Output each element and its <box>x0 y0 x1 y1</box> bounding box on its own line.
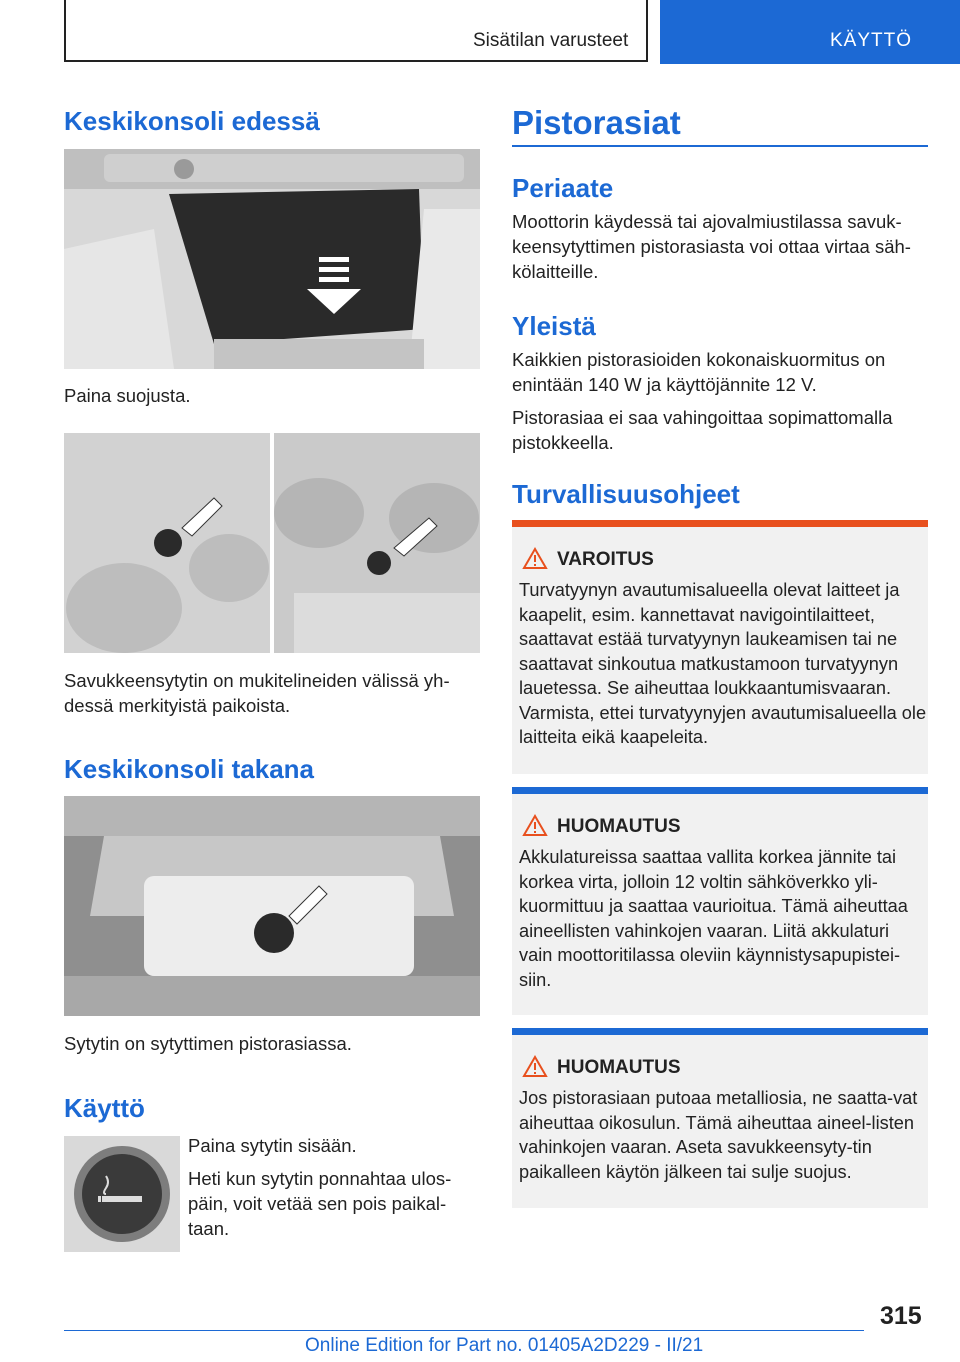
front-console-caption: Paina suojusta. <box>64 385 191 406</box>
page-number: 315 <box>880 1302 922 1330</box>
warning-notice-bar <box>512 520 928 527</box>
heading-rule <box>512 145 928 147</box>
edition-footer: Online Edition for Part no. 01405A2D229 - II/21 <box>305 1335 704 1356</box>
heading-safety: Turvallisuusohjeet <box>512 479 740 509</box>
header-chapter-tab <box>660 0 960 64</box>
caution-notice-1-title: HUOMAUTUS <box>557 816 681 837</box>
footer-rule <box>64 1330 864 1331</box>
caution-triangle-icon <box>522 814 548 837</box>
principle-text: Moottorin käydessä tai ajovalmiustilassa savuk-keensytyttimen pistorasiasta voi ottaa virtaa säh-kölaitteille. <box>512 211 911 282</box>
caution-notice-1-text: Akkulatureissa saattaa vallita korkea jännite tai korkea virta, jolloin 12 voltin sähköverkko yli-kuormittuu ja saattaa vaurioitua. Tämä aiheuttaa aineellisten vahinkojen vaaran. Liitä akkulaturi vain moottoritilassa oleviin käynnistysapupistei-siin. <box>519 847 908 990</box>
cupholder-lighter-photo <box>64 433 480 653</box>
header-section-title: Sisätilan varusteet <box>473 30 629 51</box>
caution-triangle-icon <box>522 1055 548 1078</box>
usage-step-2: Heti kun sytytin ponnahtaa ulos-päin, voit vetää sen pois paikal-taan. <box>188 1168 452 1239</box>
general-text-1: Kaikkien pistorasioiden kokonaiskuormitus on enintään 140 W ja käyttöjännite 12 V. <box>512 349 886 395</box>
caution-notice-2-bar <box>512 1028 928 1035</box>
warning-notice-title: VAROITUS <box>557 549 654 570</box>
warning-notice <box>512 520 928 774</box>
heading-principle: Periaate <box>512 173 614 203</box>
general-text-2: Pistorasiaa ei saa vahingoittaa sopimattomalla pistokkeella. <box>512 407 893 453</box>
rear-console-caption: Sytytin on sytyttimen pistorasiassa. <box>64 1033 352 1054</box>
caution-notice-2-text: Jos pistorasiaan putoaa metalliosia, ne saatta-vat aiheuttaa oikosulun. Tämä aiheuttaa aineel-listen vahinkojen vaaran. Aseta savukkeensyty-tin paikalleen käytön jälkeen tai sulje suojus. <box>519 1088 918 1182</box>
cupholder-caption: Savukkeensytytin on mukitelineiden välissä yh-dessä merkityistä paikoista. <box>64 670 450 716</box>
heading-rear-console: Keskikonsoli takana <box>64 754 314 784</box>
usage-step-1: Paina sytytin sisään. <box>188 1135 357 1156</box>
warning-notice-text: Turvatyynyn avautumisalueella olevat laitteet ja kaapelit, esim. kannettavat navigointilaitteet, saattavat estää turvatyynyn laukeamisen tai ne saattavat sinkoutua matkustamoon turvatyynyn lauetessa. Se aiheuttaa loukkaantumisvaaran. Varmista, ettei turvatyynyjen avautumisalueella ole laitteita eikä kaapeleita. <box>519 580 927 747</box>
heading-general: Yleistä <box>512 311 596 341</box>
front-console-photo <box>64 149 480 369</box>
rear-console-photo <box>64 796 480 1016</box>
caution-notice-1-bar <box>512 787 928 794</box>
heading-usage: Käyttö <box>64 1093 145 1123</box>
caution-notice-1 <box>512 787 928 1015</box>
header-chapter-title: KÄYTTÖ <box>830 30 913 51</box>
heading-front-console: Keskikonsoli edessä <box>64 106 320 136</box>
lighter-photo <box>64 1136 180 1252</box>
caution-notice-2 <box>512 1028 928 1208</box>
warning-triangle-icon <box>522 547 548 570</box>
caution-notice-2-title: HUOMAUTUS <box>557 1057 681 1078</box>
heading-sockets: Pistorasiat <box>512 104 681 141</box>
